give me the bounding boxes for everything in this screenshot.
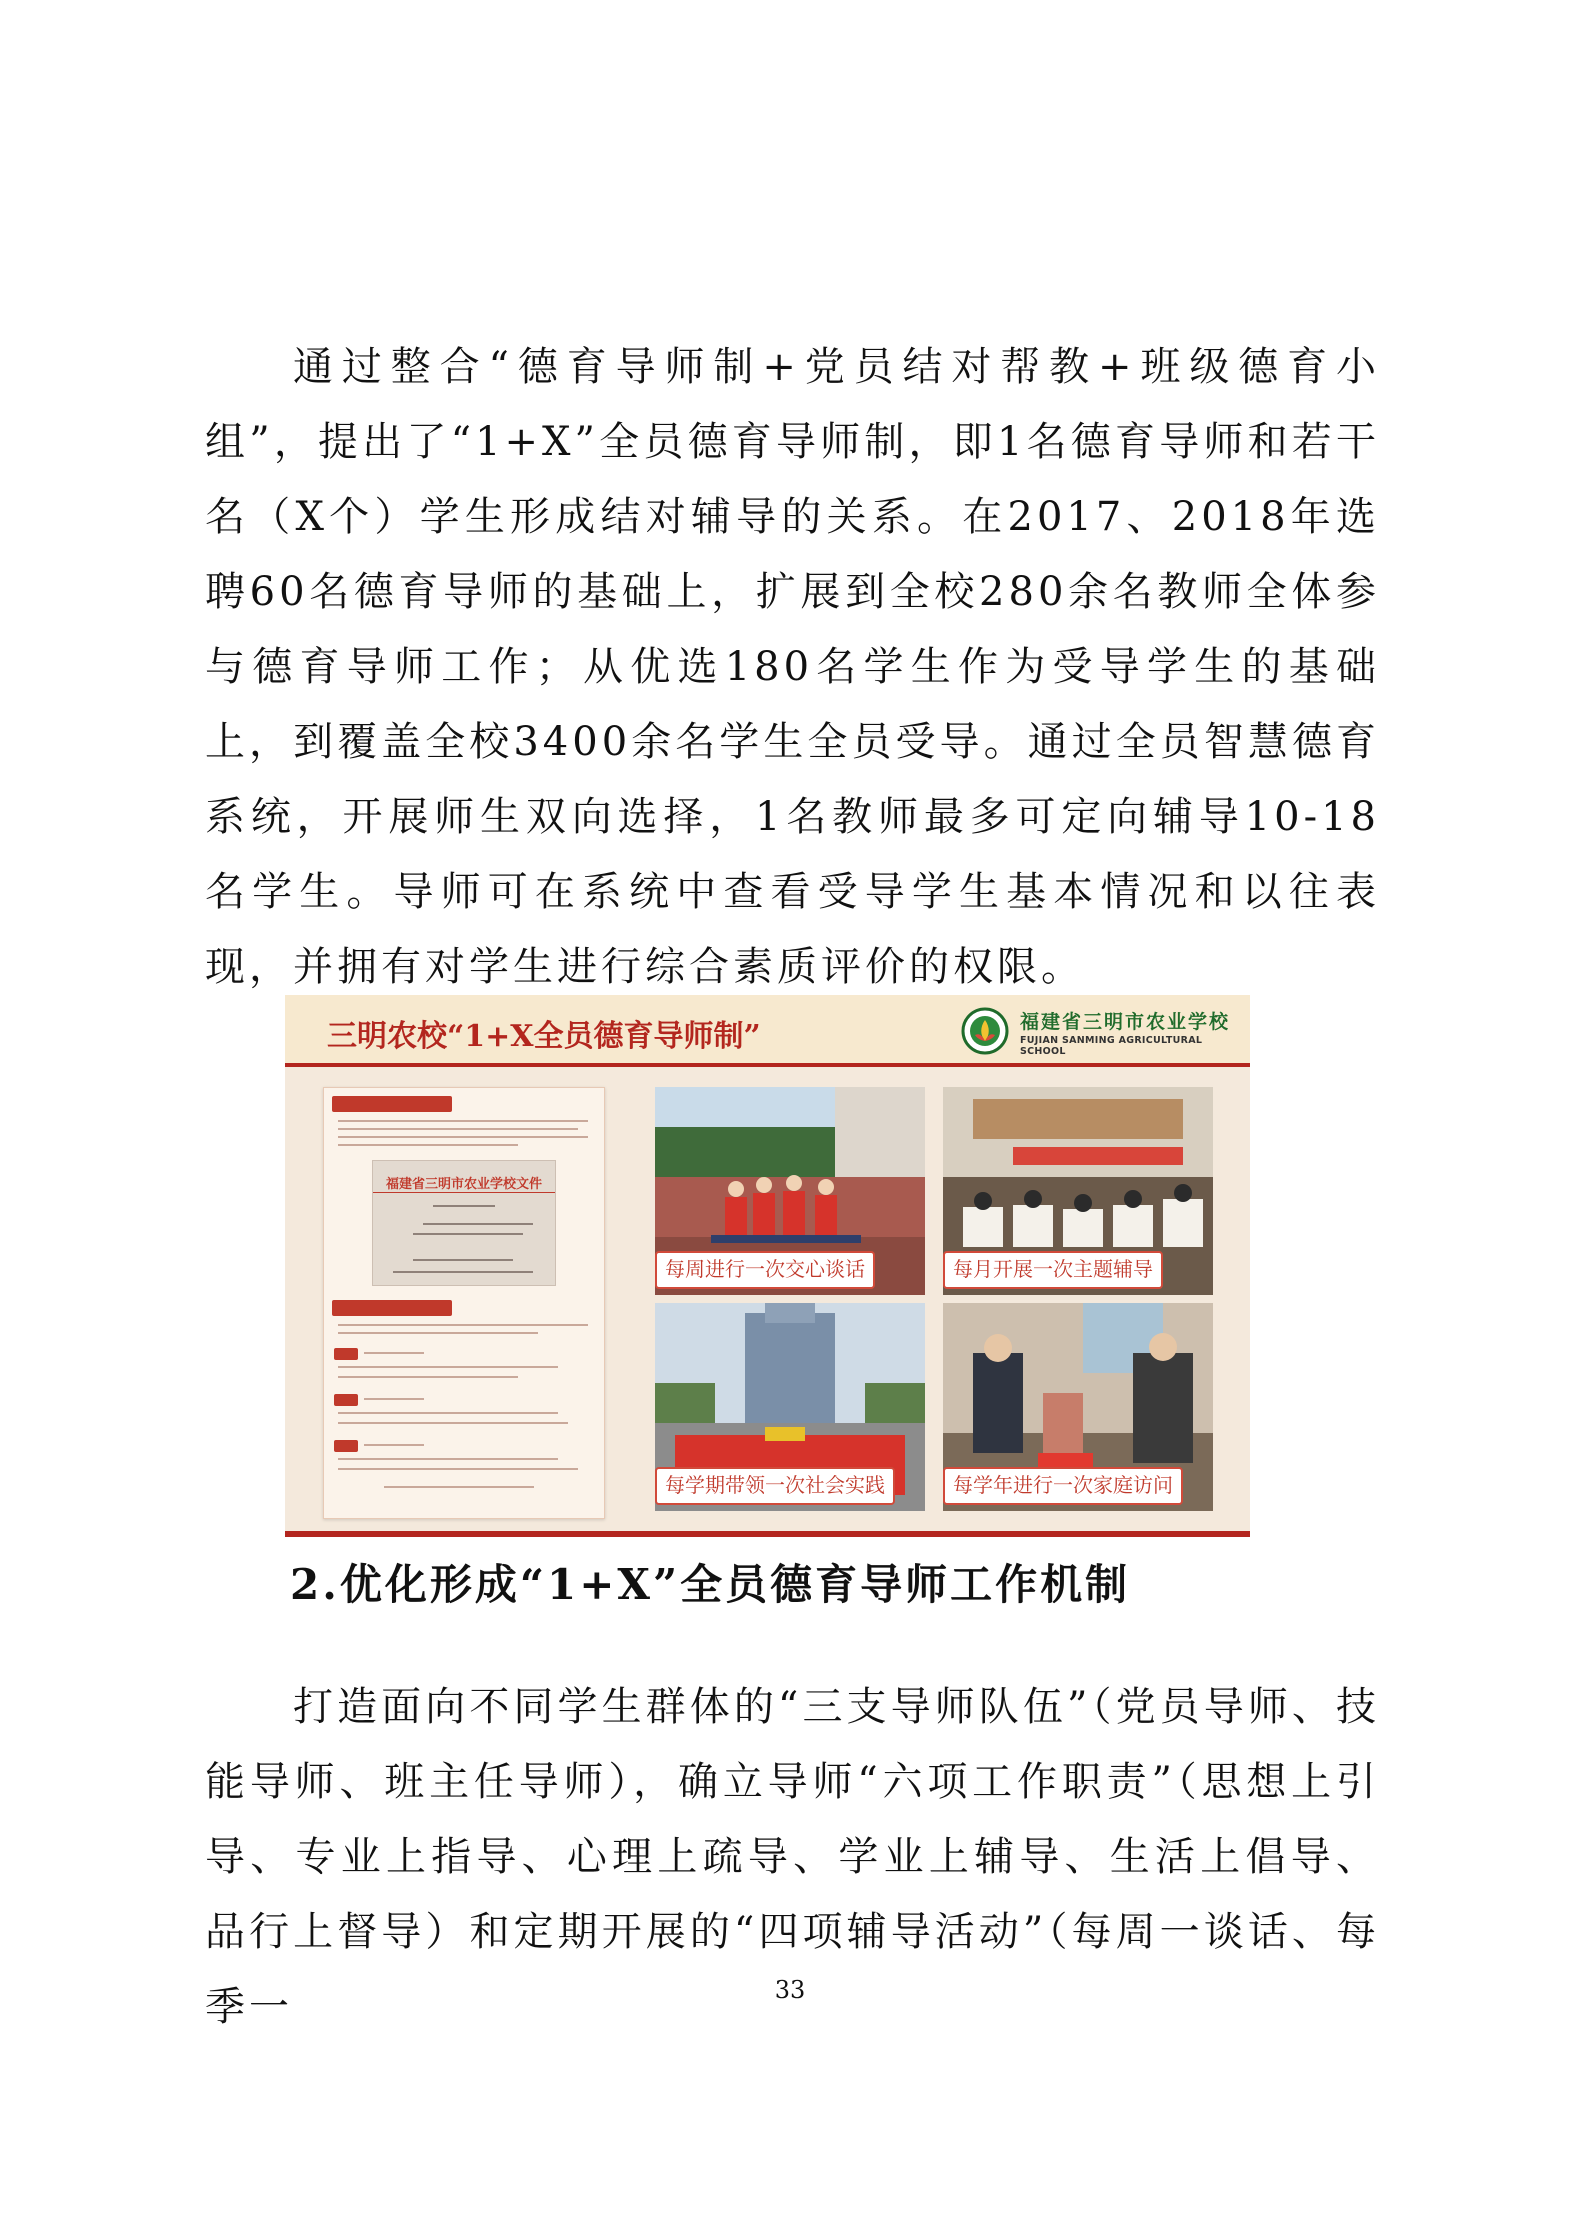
photo-caption-weekly-talk: 每周进行一次交心谈话: [655, 1251, 875, 1289]
document-text-line: [423, 1223, 533, 1225]
body-paragraph-1: 通过整合“德育导师制+党员结对帮教+班级德育小组”，提出了“1+X”全员德育导师制，即1名德育导师和若干名（X个）学生形成结对辅导的关系。在2017、2018年选聘60名德育导师的基础上，扩展到全校280余名教师全体参与德育导师工作；从优选180名学生作为受导学生的基础上，到覆盖全校3400余名学生全员受导。通过全员智慧德育系统，开展师生双向选择，1名教师最多可定向辅导10-18名学生。导师可在系统中查看受导学生基本情况和以往表现，并拥有对学生进行综合素质评价的权限。: [205, 344, 1380, 990]
text-line: [384, 1486, 534, 1488]
document-text-line: [413, 1259, 513, 1261]
text-line: [338, 1468, 578, 1470]
school-name-cn: 福建省三明市农业学校: [1020, 1011, 1231, 1033]
photo-annual-visit: [943, 1303, 1213, 1511]
panel-section-tag-1: [332, 1096, 452, 1112]
text-line: [338, 1412, 558, 1414]
school-logo-icon: [961, 1007, 1009, 1055]
step-badge-01: [334, 1348, 358, 1360]
header-divider: [285, 1063, 1250, 1067]
policy-document-panel: [323, 1087, 605, 1519]
text-line: [338, 1366, 558, 1368]
photo-caption-annual-visit: 每学年进行一次家庭访问: [943, 1467, 1183, 1505]
text-line: [364, 1398, 424, 1400]
document-text-line: [433, 1205, 495, 1207]
text-line: [338, 1332, 538, 1334]
poster-image: [285, 995, 1250, 1537]
panel-section-tag-2: [332, 1300, 452, 1316]
photo-caption-semester-practice: 每学期带领一次社会实践: [655, 1467, 895, 1505]
text-line: [338, 1376, 518, 1378]
step-badge-03: [334, 1440, 358, 1452]
poster-footer-bar: [285, 1531, 1250, 1537]
photo-semester-practice: [655, 1303, 925, 1511]
school-name-en: FUJIAN SANMING AGRICULTURAL SCHOOL: [1020, 1035, 1203, 1057]
photo-caption-monthly-guidance: 每月开展一次主题辅导: [943, 1251, 1163, 1289]
text-line: [338, 1128, 578, 1130]
document-text-line: [413, 1233, 523, 1235]
text-line: [338, 1144, 518, 1146]
photo-weekly-talk: [655, 1087, 925, 1295]
poster-title: 三明农校“1+X全员德育导师制”: [327, 1019, 761, 1054]
photo-monthly-guidance: [943, 1087, 1213, 1295]
section-heading: 2.优化形成“1+X”全员德育导师工作机制: [290, 1560, 1131, 1609]
text-line: [338, 1458, 558, 1460]
text-line: [338, 1120, 588, 1122]
text-line: [338, 1324, 588, 1326]
document-scan: [372, 1160, 556, 1286]
text-line: [338, 1136, 588, 1138]
step-badge-02: [334, 1394, 358, 1406]
text-line: [338, 1422, 568, 1424]
text-line: [364, 1444, 424, 1446]
page-number: 33: [774, 1976, 806, 2004]
document-text-line: [393, 1271, 533, 1273]
text-line: [364, 1352, 424, 1354]
document-header-rule: [373, 1192, 555, 1193]
body-paragraph-2: 打造面向不同学生群体的“三支导师队伍”（党员导师、技能导师、班主任导师），确立导师“六项工作职责”（思想上引导、专业上指导、心理上疏导、学业上辅导、生活上倡导、品行上督导）和定期开展的“四项辅导活动”（每周一谈话、每季一: [205, 1684, 1380, 2030]
document-header: 福建省三明市农业学校文件: [385, 1177, 542, 1192]
poster-header: [285, 995, 1250, 1063]
